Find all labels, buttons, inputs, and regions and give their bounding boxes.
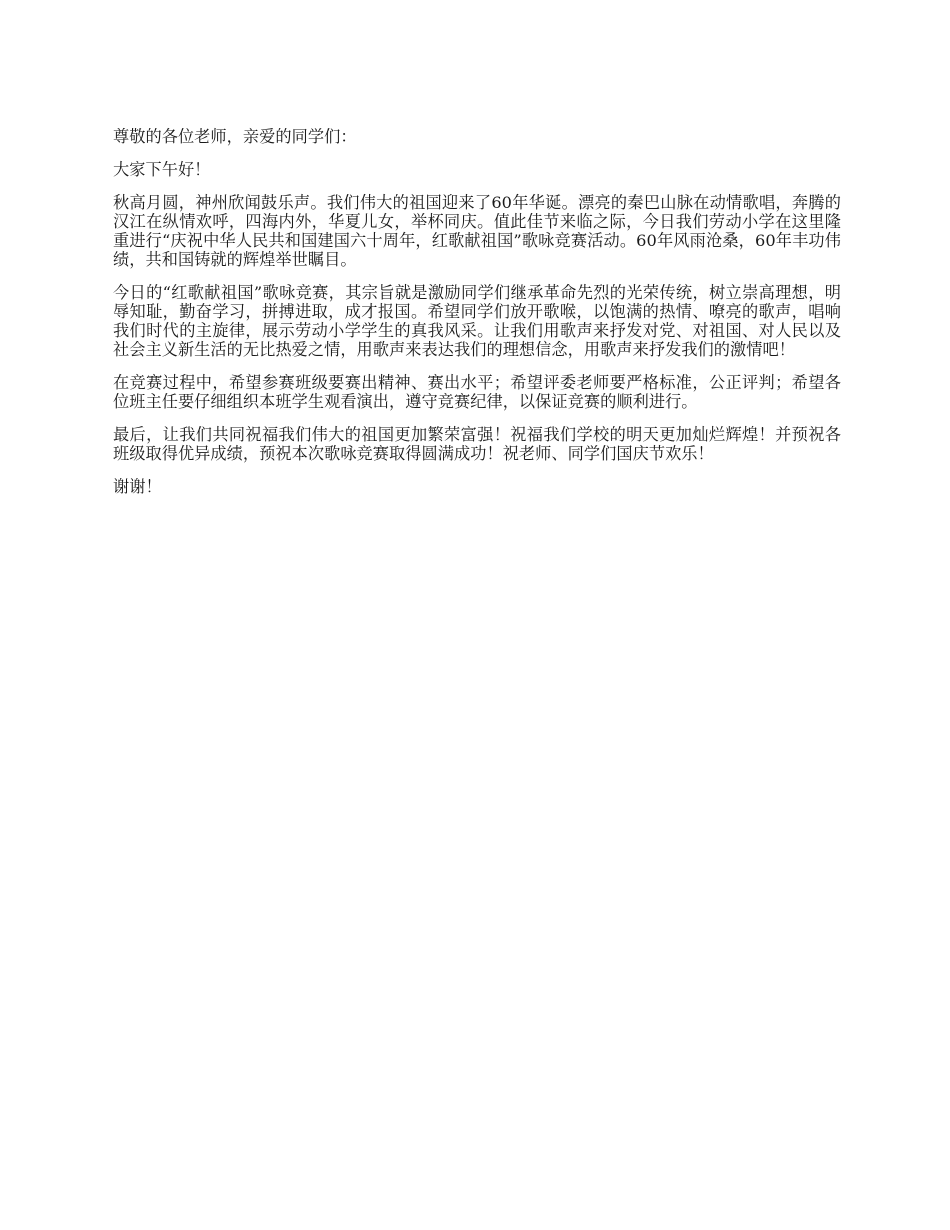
salutation: 尊敬的各位老师，亲爱的同学们： — [113, 127, 357, 146]
speech-body — [113, 127, 841, 510]
greeting: 大家下午好！ — [113, 160, 211, 179]
paragraph-wishes: 最后，让我们共同祝福我们伟大的祖国更加繁荣富强！祝福我们学校的明天更加灿烂辉煌！并预祝各班级取得优异成绩，预祝本次歌咏竞赛取得圆满成功！祝老师、同学们国庆节欢乐！ — [113, 425, 841, 463]
closing: 谢谢！ — [113, 477, 162, 496]
paragraph-opening: 秋高月圆，神州欣闻鼓乐声。我们伟大的祖国迎来了60年华诞。漂亮的秦巴山脉在动情歌唱，奔腾的汉江在纵情欢呼，四海内外，华夏儿女，举杯同庆。值此佳节来临之际，今日我们劳动小学在这里隆重进行“庆祝中华人民共和国建国六十周年，红歌献祖国”歌咏竞赛活动。60年风雨沧桑，60年丰功伟绩，共和国铸就的辉煌举世瞩目。 — [113, 193, 841, 269]
paragraph-expectations: 在竞赛过程中，希望参赛班级要赛出精神、赛出水平；希望评委老师要严格标准，公正评判；希望各位班主任要仔细组织本班学生观看演出，遵守竞赛纪律，以保证竞赛的顺利进行。 — [113, 373, 841, 411]
paragraph-purpose: 今日的“红歌献祖国”歌咏竞赛，其宗旨就是激励同学们继承革命先烈的光荣传统，树立崇高理想，明辱知耻，勤奋学习，拼搏进取，成才报国。希望同学们放开歌喉，以饱满的热情、嘹亮的歌声，唱响我们时代的主旋律，展示劳动小学学生的真我风采。让我们用歌声来抒发对党、对祖国、对人民以及社会主义新生活的无比热爱之情，用歌声来表达我们的理想信念，用歌声来抒发我们的激情吧！ — [113, 283, 841, 359]
